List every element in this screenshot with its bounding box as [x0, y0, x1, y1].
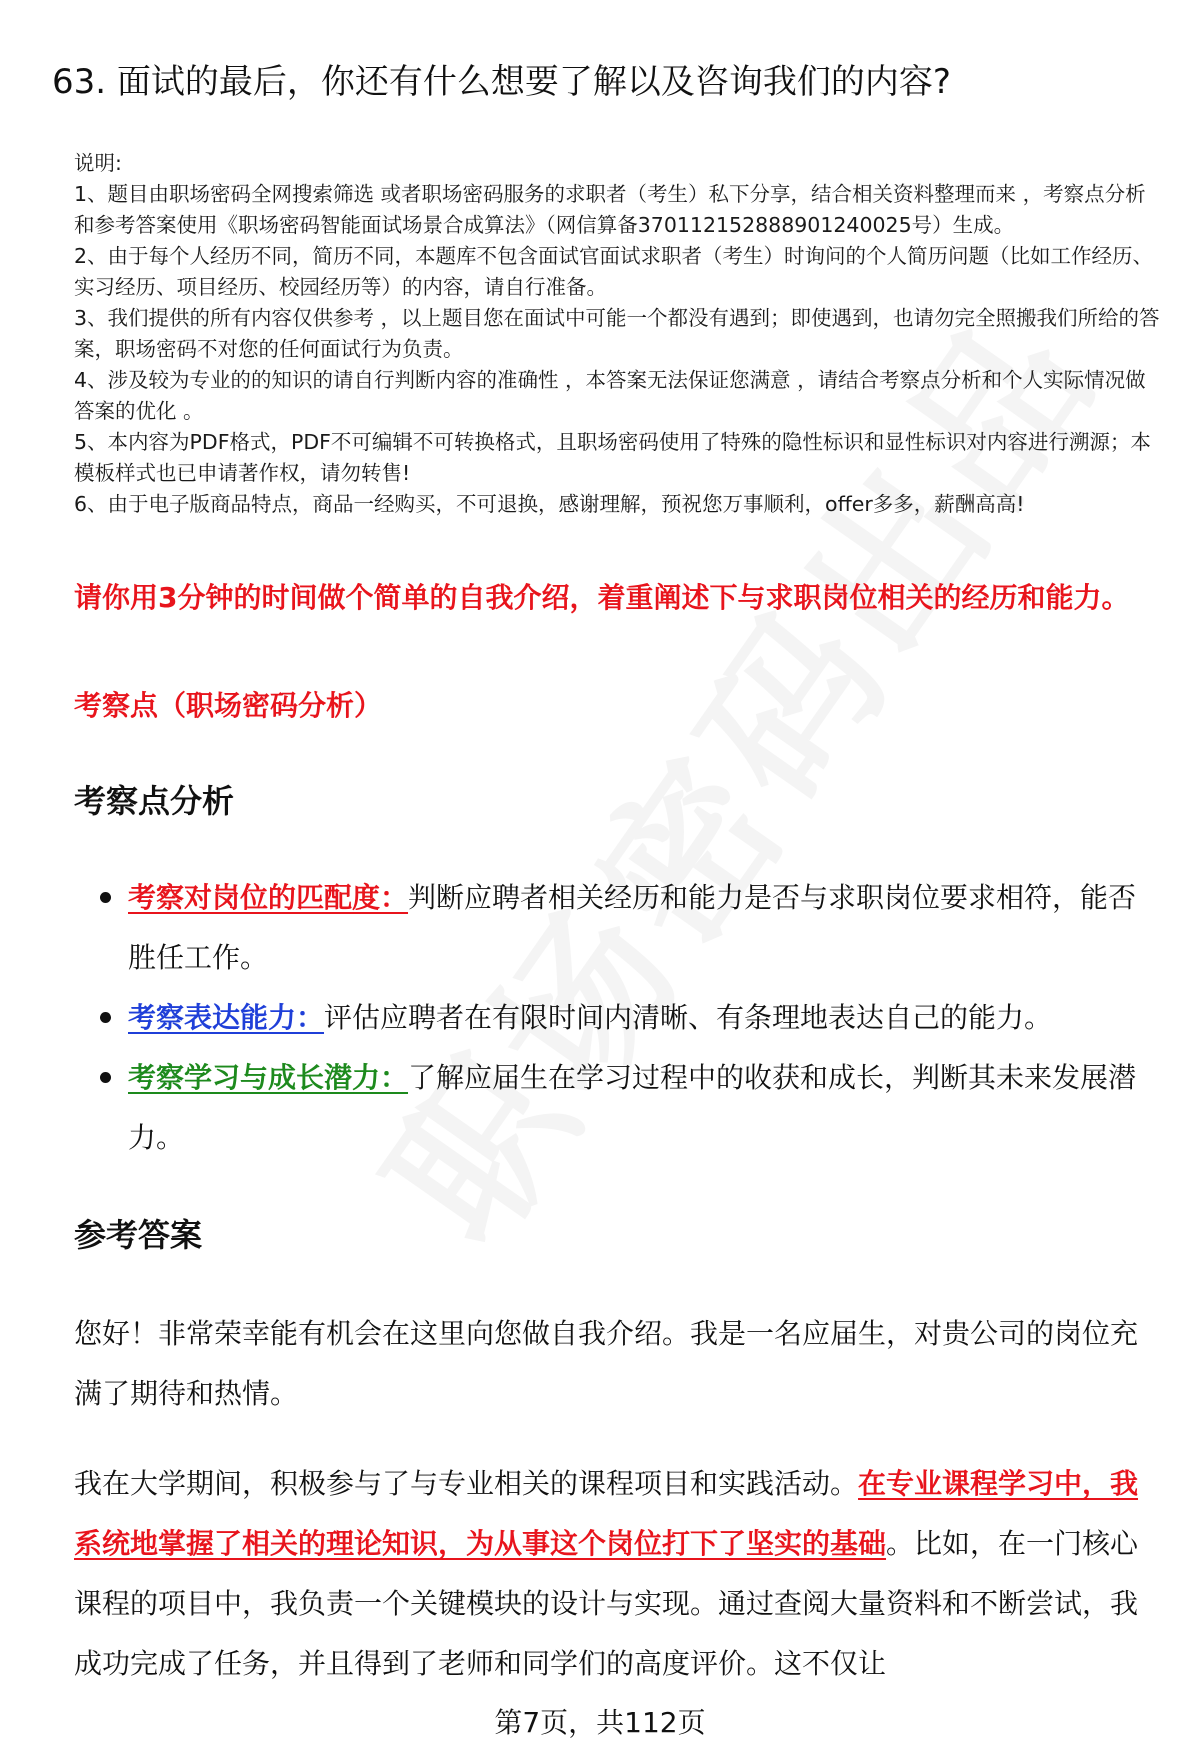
analysis-point [74, 1048, 1154, 1168]
notes-heading: 说明: [74, 151, 122, 175]
note-item: 6、由于电子版商品特点，商品一经购买，不可退换，感谢理解，预祝您万事顺利，offer多多，薪酬高高! [74, 492, 1025, 516]
analysis-heading: 考察点分析 [74, 782, 235, 820]
page-footer: 第7页，共112页 [494, 1706, 706, 1739]
answer-paragraph [74, 1454, 1154, 1694]
note-item: 5、本内容为PDF格式，PDF不可编辑不可转换格式，且职场密码使用了特殊的隐性标识和显性标识对内容进行溯源；本模板样式也已申请著作权，请勿转售! [74, 430, 1151, 485]
interview-prompt: 请你用3分钟的时间做个简单的自我介绍，着重阐述下与求职岗位相关的经历和能力。 [74, 581, 1130, 614]
question-title: 63. 面试的最后，你还有什么想要了解以及咨询我们的内容? [52, 62, 951, 102]
bullet-icon [100, 1072, 111, 1083]
note-item: 3、我们提供的所有内容仅供参考 ，以上题目您在面试中可能一个都没有遇到；即使遇到，也请勿完全照搬我们所给的答案，职场密码不对您的任何面试行为负责。 [74, 306, 1160, 361]
analysis-source-label: 考察点（职场密码分析） [74, 689, 383, 722]
answer-heading: 参考答案 [74, 1216, 203, 1254]
answer-paragraph: 您好！非常荣幸能有机会在这里向您做自我介绍。我是一名应届生，对贵公司的岗位充满了期待和热情。 [74, 1317, 1139, 1410]
analysis-points [74, 868, 1154, 1168]
bullet-icon [100, 892, 111, 903]
point-key: 考察对岗位的匹配度： [128, 881, 409, 914]
notes-block [74, 148, 1164, 520]
answer-text: 我在大学期间，积极参与了与专业相关的课程项目和实践活动。 [74, 1467, 859, 1500]
note-item: 1、题目由职场密码全网搜索筛选 或者职场密码服务的求职者（考生）私下分享，结合相关资料整理而来 ，考察点分析和参考答案使用《职场密码智能面试场景合成算法》（网信算备370112152888901240025号）生成。 [74, 182, 1146, 237]
point-key: 考察表达能力： [128, 1001, 325, 1034]
analysis-point [74, 988, 1154, 1048]
note-item: 4、涉及较为专业的的知识的请自行判断内容的准确性 ，本答案无法保证您满意 ，请结合考察点分析和个人实际情况做答案的优化 。 [74, 368, 1146, 423]
answer-highlight: 在专业课程学习中，我系统地掌握了相关的理论知识，为从事这个岗位打下了坚实的基础 [74, 1467, 1139, 1560]
analysis-point [74, 868, 1154, 988]
answer-text: 。比如，在一门核心课程的项目中，我负责一个关键模块的设计与实现。通过查阅大量资料和不断尝试，我成功完成了任务，并且得到了老师和同学们的高度评价。这不仅让 [74, 1527, 1139, 1680]
note-item: 2、由于每个人经历不同，简历不同，本题库不包含面试官面试求职者（考生）时询问的个人简历问题（比如工作经历、实习经历、项目经历、校园经历等）的内容，请自行准备。 [74, 244, 1154, 299]
bullet-icon [100, 1012, 111, 1023]
point-text: 判断应聘者相关经历和能力是否与求职岗位要求相符，能否胜任工作。 [128, 881, 1137, 974]
point-key: 考察学习与成长潜力： [128, 1061, 409, 1094]
point-text: 了解应届生在学习过程中的收获和成长，判断其未来发展潜力。 [128, 1061, 1137, 1154]
point-text: 评估应聘者在有限时间内清晰、有条理地表达自己的能力。 [324, 1001, 1053, 1034]
